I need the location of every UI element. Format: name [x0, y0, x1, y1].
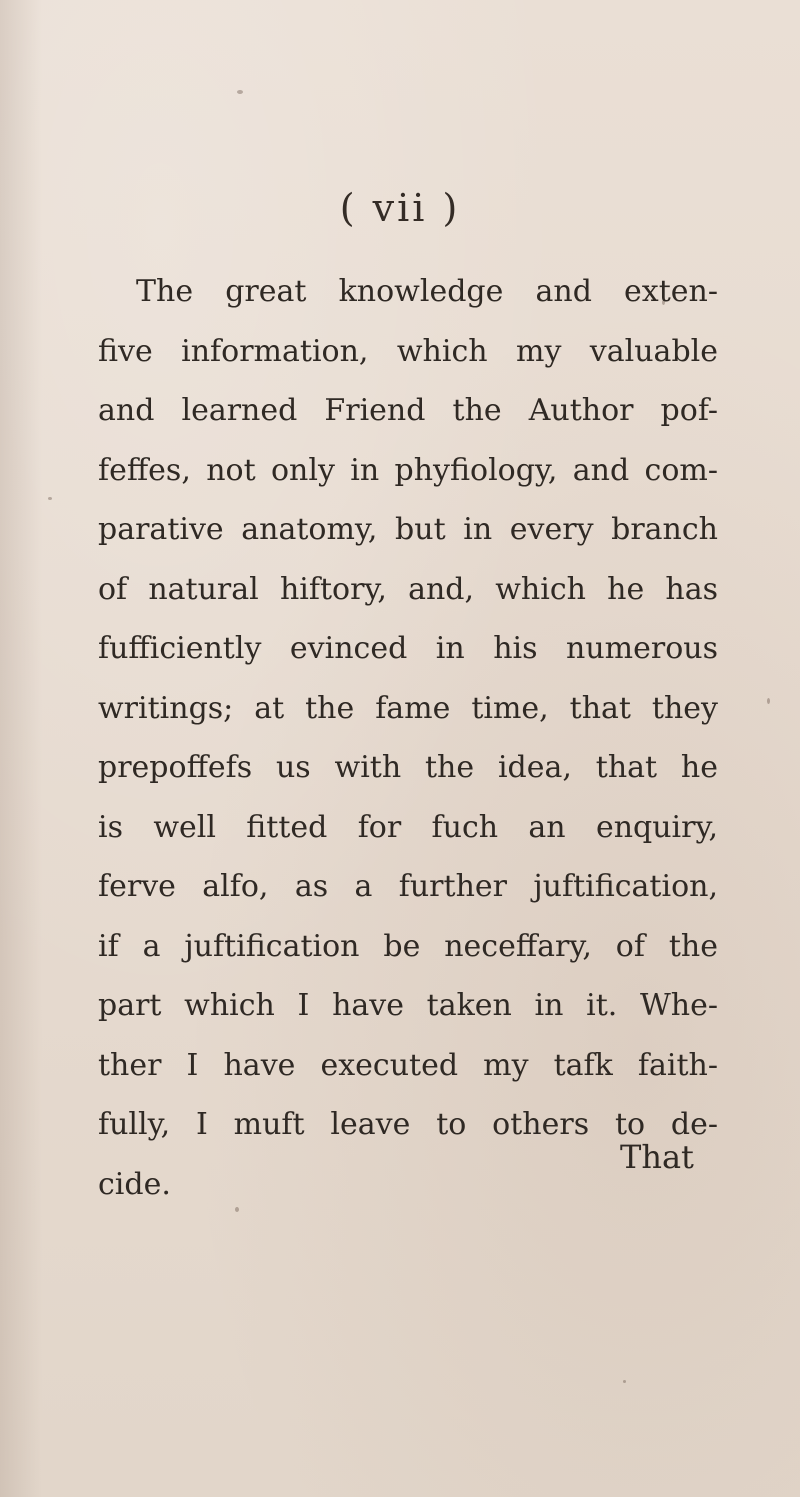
text-line: fully, I muft leave to others to de- [98, 1107, 718, 1142]
paper-speck [237, 90, 243, 94]
text-line: writings; at the fame time, that they [98, 690, 718, 726]
body-text [98, 262, 718, 1214]
text-line: ther I have executed my tafk faith- [98, 1047, 718, 1083]
text-line: cide. [98, 1166, 171, 1202]
text-line: and learned Friend the Author pof- [98, 393, 718, 428]
text-line: is well fitted for fuch an enquiry, [98, 809, 718, 845]
text-line: five information, which my valuable [98, 333, 718, 369]
paper-speck [623, 1380, 626, 1383]
text-line: The great knowledge and exten- [136, 274, 718, 309]
text-line: if a juftification be neceffary, of the [98, 928, 718, 964]
text-line: prepoffefs us with the idea, that he [98, 750, 718, 785]
paper-speck [48, 497, 52, 500]
text-line: parative anatomy, but in every branch [98, 512, 718, 547]
text-line: part which I have taken in it. Whe- [98, 988, 718, 1023]
text-line: ferve alfo, as a further juftification, [98, 869, 718, 904]
paper-speck [767, 698, 770, 704]
text-line: of natural hiftory, and, which he has [98, 571, 718, 607]
catchword: That [620, 1138, 694, 1176]
text-line: feffes, not only in phyfiology, and com- [98, 452, 718, 488]
text-line: fufficiently evinced in his numerous [98, 631, 718, 666]
page-number-header: ( vii ) [339, 186, 461, 230]
